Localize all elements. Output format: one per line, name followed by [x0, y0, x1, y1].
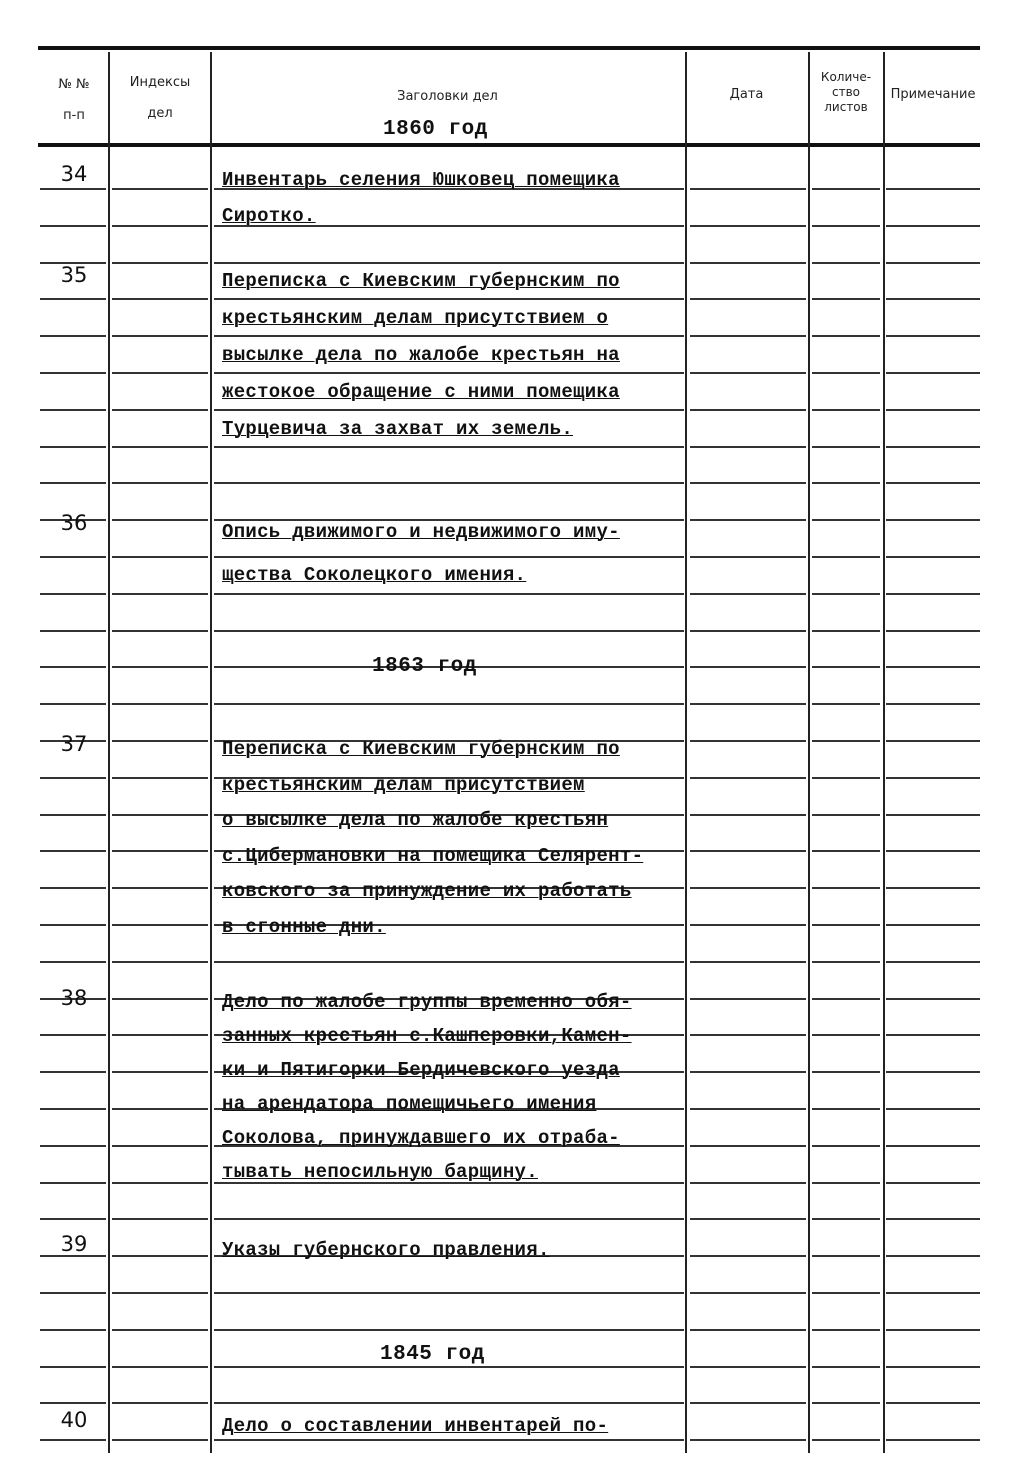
ruled-line: [886, 335, 980, 337]
ruled-line: [886, 1292, 980, 1294]
ruled-line: [112, 666, 208, 668]
ruled-line: [812, 1402, 880, 1404]
ruled-line: [112, 777, 208, 779]
ruled-line: [812, 1439, 880, 1441]
entry-title-line: Указы губернского правления.: [222, 1239, 550, 1261]
ruled-line: [112, 814, 208, 816]
ruled-line: [886, 1182, 980, 1184]
ruled-line: [690, 298, 806, 300]
entry-title-line: Соколова, принуждавшего их отраба-: [222, 1127, 620, 1149]
entry-title-line: Турцевича за захват их земель.: [222, 418, 574, 440]
entry-title: [222, 263, 702, 448]
entry-title-line: тывать непосильную барщину.: [222, 1161, 538, 1183]
ruled-line: [112, 482, 208, 484]
entry-title-line: Сиротко.: [222, 205, 316, 227]
ruled-line: [690, 1108, 806, 1110]
ruled-line: [812, 1182, 880, 1184]
year-heading: 1845 год: [380, 1343, 485, 1366]
ruled-line: [214, 1402, 684, 1404]
ruled-line: [812, 814, 880, 816]
ruled-line: [40, 482, 106, 484]
ruled-line: [886, 1402, 980, 1404]
ruled-line: [40, 1402, 106, 1404]
entry-title-line: в сгонные дни.: [222, 915, 386, 938]
ruled-line: [112, 298, 208, 300]
ruled-line: [690, 446, 806, 448]
ruled-line: [690, 630, 806, 632]
ruled-line: [812, 372, 880, 374]
ruled-line: [40, 1145, 106, 1147]
ruled-line: [690, 1145, 806, 1147]
ruled-line: [690, 850, 806, 852]
ruled-line: [214, 630, 684, 632]
ruled-line: [112, 335, 208, 337]
ruled-line: [112, 225, 208, 227]
ruled-line: [886, 887, 980, 889]
ruled-line: [886, 1108, 980, 1110]
ruled-line: [40, 593, 106, 595]
ruled-line: [690, 409, 806, 411]
ruled-line: [214, 1366, 684, 1368]
ruled-line: [690, 1439, 806, 1441]
ruled-line: [112, 446, 208, 448]
entry-number: 36: [60, 511, 88, 535]
ruled-line: [812, 519, 880, 521]
ruled-line: [886, 1218, 980, 1220]
ruled-line: [812, 703, 880, 705]
ruled-line: [886, 630, 980, 632]
entry-title-line: с.Цибермановки на помещика Селярент-: [222, 844, 644, 867]
ruled-line: [40, 225, 106, 227]
ruled-line: [812, 1071, 880, 1073]
ruled-line: [40, 335, 106, 337]
header-number-label: № №: [58, 77, 90, 92]
ruled-line: [690, 777, 806, 779]
ruled-line: [112, 1255, 208, 1257]
ruled-line: [40, 924, 106, 926]
ruled-line: [40, 1218, 106, 1220]
entry-title-line: жестокое обращение с ними помещика: [222, 381, 620, 403]
ruled-line: [112, 593, 208, 595]
ruled-line: [214, 482, 684, 484]
entry-number: 37: [60, 732, 88, 756]
ruled-line: [886, 482, 980, 484]
entry-title-line: Дело по жалобе группы временно обя-: [222, 991, 632, 1013]
ruled-line: [812, 666, 880, 668]
ruled-line: [886, 446, 980, 448]
entry-title-line: щества Соколецкого имения.: [222, 564, 527, 586]
ruled-line: [886, 1071, 980, 1073]
ruled-line: [690, 225, 806, 227]
ruled-line: [40, 666, 106, 668]
header-title: Заголовки дел: [397, 89, 498, 104]
ruled-line: [40, 1329, 106, 1331]
entry-title-line: высылке дела по жалобе крестьян на: [222, 344, 620, 366]
ruled-line: [886, 593, 980, 595]
ruled-line: [812, 262, 880, 264]
ruled-line: [690, 519, 806, 521]
ruled-line: [690, 556, 806, 558]
entry-title-line: ковского за принуждение их работать: [222, 880, 632, 902]
ruled-line: [690, 482, 806, 484]
entry-title-line: на арендатора помещичьего имения: [222, 1093, 597, 1115]
ruled-line: [112, 1145, 208, 1147]
ruled-line: [812, 1255, 880, 1257]
ruled-line: [886, 777, 980, 779]
ruled-line: [40, 1366, 106, 1368]
entry-number: 39: [60, 1232, 88, 1256]
ruled-line: [812, 850, 880, 852]
ruled-line: [112, 1439, 208, 1441]
ruled-line: [40, 777, 106, 779]
ruled-line: [40, 814, 106, 816]
header-number-sub: п-п: [63, 108, 85, 123]
ruled-line: [812, 593, 880, 595]
ruled-line: [886, 556, 980, 558]
ruled-line: [40, 556, 106, 558]
ruled-line: [812, 1329, 880, 1331]
ruled-line: [812, 777, 880, 779]
ruled-line: [690, 372, 806, 374]
ruled-line: [886, 740, 980, 742]
ruled-line: [112, 924, 208, 926]
ruled-line: [886, 666, 980, 668]
ruled-line: [812, 556, 880, 558]
ruled-line: [812, 740, 880, 742]
entry-title-line: крестьянским делам присутствием о: [222, 307, 609, 329]
header-count: Количе-ство листов: [820, 70, 872, 114]
ruled-line: [690, 1034, 806, 1036]
ruled-line: [690, 1182, 806, 1184]
ruled-line: [112, 1292, 208, 1294]
ruled-line: [112, 703, 208, 705]
ruled-line: [886, 1034, 980, 1036]
entry-title-line: занных крестьян с.Кашперовки,Камен-: [222, 1025, 632, 1047]
ruled-line: [690, 1292, 806, 1294]
ruled-line: [690, 1255, 806, 1257]
ruled-line: [112, 1034, 208, 1036]
entry-title-line: Дело о составлении инвентарей по-: [222, 1415, 609, 1437]
col-divider: [108, 52, 110, 1453]
ruled-line: [40, 703, 106, 705]
ruled-line: [886, 519, 980, 521]
col-divider: [210, 52, 212, 1453]
ruled-line: [40, 446, 106, 448]
ruled-line: [812, 482, 880, 484]
ruled-line: [40, 850, 106, 852]
ruled-line: [690, 1071, 806, 1073]
entry-title-line: Инвентарь селения Юшковец помещика: [222, 169, 620, 191]
ruled-line: [690, 924, 806, 926]
entry-title: [222, 732, 702, 945]
entry-title: [222, 1232, 702, 1268]
ruled-line: [112, 1366, 208, 1368]
ruled-line: [112, 887, 208, 889]
ruled-line: [812, 1145, 880, 1147]
col-divider: [883, 52, 885, 1453]
entry-title: [222, 1408, 702, 1444]
entry-title: [222, 162, 702, 234]
ruled-line: [690, 887, 806, 889]
ruled-line: [40, 1439, 106, 1441]
entry-title-line: крестьянским делам присутствием: [222, 773, 585, 796]
ruled-line: [812, 1218, 880, 1220]
ruled-line: [112, 630, 208, 632]
ruled-line: [690, 998, 806, 1000]
header-year: 1860 год: [383, 118, 488, 141]
ruled-line: [214, 1218, 684, 1220]
ruled-line: [40, 372, 106, 374]
ruled-line: [112, 1218, 208, 1220]
ruled-line: [812, 188, 880, 190]
ruled-line: [690, 188, 806, 190]
ruled-line: [112, 556, 208, 558]
ruled-line: [886, 225, 980, 227]
entry-number: 35: [60, 263, 88, 287]
ruled-line: [40, 1071, 106, 1073]
ruled-line: [690, 1329, 806, 1331]
header-number: [40, 76, 108, 124]
ruled-line: [812, 1034, 880, 1036]
header-index: [110, 74, 210, 122]
ruled-line: [812, 961, 880, 963]
ruled-line: [40, 298, 106, 300]
ruled-line: [112, 372, 208, 374]
ruled-line: [690, 814, 806, 816]
ruled-line: [886, 1255, 980, 1257]
ruled-line: [812, 225, 880, 227]
ruled-line: [886, 961, 980, 963]
ruled-line: [112, 1182, 208, 1184]
ruled-line: [886, 1145, 980, 1147]
ruled-line: [690, 666, 806, 668]
header-bottom-border: [38, 143, 980, 147]
ruled-line: [40, 409, 106, 411]
ruled-line: [886, 1329, 980, 1331]
header-index-label: Индексы: [129, 75, 191, 90]
ruled-line: [40, 1034, 106, 1036]
ruled-line: [40, 630, 106, 632]
ruled-line: [112, 850, 208, 852]
ruled-line: [112, 1329, 208, 1331]
ruled-line: [40, 1182, 106, 1184]
ruled-line: [40, 887, 106, 889]
ruled-line: [812, 1366, 880, 1368]
ruled-line: [690, 335, 806, 337]
ruled-line: [112, 1402, 208, 1404]
ruled-line: [112, 188, 208, 190]
ruled-line: [812, 1292, 880, 1294]
ruled-line: [112, 409, 208, 411]
ruled-line: [812, 298, 880, 300]
ruled-line: [886, 814, 980, 816]
ruled-line: [690, 1402, 806, 1404]
ruled-line: [112, 519, 208, 521]
header-note: Примечание: [890, 87, 976, 102]
ruled-line: [690, 1366, 806, 1368]
ruled-line: [112, 998, 208, 1000]
ruled-line: [214, 703, 684, 705]
entry-number: 34: [60, 162, 88, 186]
entry-number: 40: [60, 1408, 88, 1432]
header-date: Дата: [729, 87, 764, 102]
ruled-line: [886, 372, 980, 374]
ruled-line: [886, 924, 980, 926]
ruled-line: [214, 961, 684, 963]
ruled-line: [812, 1108, 880, 1110]
ruled-line: [214, 1329, 684, 1331]
header-index-sub: дел: [147, 106, 173, 121]
entry-title-line: Опись движимого и недвижимого иму-: [222, 521, 620, 543]
ruled-line: [886, 188, 980, 190]
ruled-line: [812, 409, 880, 411]
ruled-line: [886, 998, 980, 1000]
ruled-line: [812, 887, 880, 889]
ruled-line: [886, 703, 980, 705]
ruled-line: [112, 262, 208, 264]
ruled-line: [40, 188, 106, 190]
entry-title: [222, 985, 702, 1189]
ruled-line: [40, 961, 106, 963]
entry-title: [222, 511, 702, 597]
ruled-line: [886, 850, 980, 852]
entry-title-line: Переписка с Киевским губернским по: [222, 270, 620, 292]
entry-title-line: ки и Пятигорки Бердичевского уезда: [222, 1059, 620, 1081]
ruled-line: [112, 740, 208, 742]
ruled-line: [214, 1292, 684, 1294]
ruled-line: [690, 593, 806, 595]
year-heading: 1863 год: [372, 655, 477, 678]
ruled-line: [112, 1071, 208, 1073]
ruled-line: [886, 262, 980, 264]
col-divider: [808, 52, 810, 1453]
ruled-line: [812, 924, 880, 926]
ruled-line: [812, 998, 880, 1000]
ruled-line: [40, 1108, 106, 1110]
ruled-line: [690, 961, 806, 963]
ruled-line: [112, 961, 208, 963]
ruled-line: [690, 703, 806, 705]
ruled-line: [812, 335, 880, 337]
ruled-line: [40, 1292, 106, 1294]
top-border: [38, 46, 980, 50]
ruled-line: [812, 630, 880, 632]
entry-number: 38: [60, 986, 88, 1010]
ruled-line: [112, 1108, 208, 1110]
ruled-line: [690, 262, 806, 264]
ruled-line: [886, 1366, 980, 1368]
entry-title-line: о высылке дела по жалобе крестьян: [222, 809, 609, 831]
ruled-line: [690, 740, 806, 742]
ruled-line: [886, 1439, 980, 1441]
ruled-line: [690, 1218, 806, 1220]
ruled-line: [886, 298, 980, 300]
ruled-line: [886, 409, 980, 411]
entry-title-line: Переписка с Киевским губернским по: [222, 738, 620, 760]
ruled-line: [812, 446, 880, 448]
